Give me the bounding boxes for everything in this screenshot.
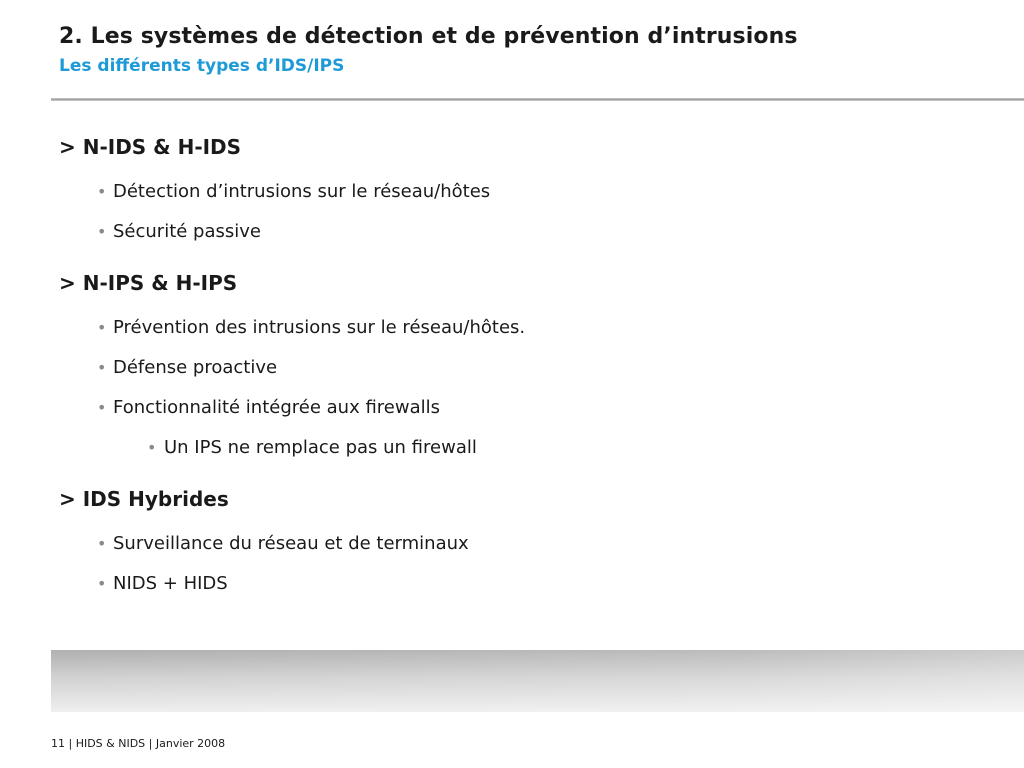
bullet-text: Fonctionnalité intégrée aux firewalls [113,397,441,418]
bullet-list [59,530,999,610]
section-heading: > IDS Hybrides [59,487,229,511]
section-nips-hips [59,268,999,474]
slide-footer: 11 | HIDS & NIDS | Janvier 2008 [51,737,226,750]
bullet-dot-icon: • [97,534,107,553]
bullet-dot-icon: • [97,358,107,377]
section-heading: > N-IDS & H-IDS [59,135,242,159]
footer-band [51,650,1024,712]
bullet-dot-icon: • [97,318,107,337]
bullet-item [59,530,999,570]
bullet-item [59,570,999,610]
slide-title: 2. Les systèmes de détection et de prévention d’intrusions [59,24,798,49]
bullet-text: Sécurité passive [113,221,261,242]
bullet-item [59,314,999,354]
sub-bullet-text: Un IPS ne remplace pas un firewall [164,437,477,458]
title-divider [51,98,1024,101]
section-nids-hids [59,132,999,258]
section-heading: > N-IPS & H-IPS [59,271,238,295]
bullet-list [59,314,999,474]
bullet-list [59,178,999,258]
bullet-dot-icon: • [147,438,157,457]
bullet-item [59,394,999,434]
bullet-text: Prévention des intrusions sur le réseau/hôtes. [113,317,526,338]
slide-content [59,132,999,620]
bullet-text: Surveillance du réseau et de terminaux [113,533,469,554]
bullet-text: Détection d’intrusions sur le réseau/hôtes [113,181,491,202]
bullet-text: NIDS + HIDS [113,573,228,594]
bullet-item [59,178,999,218]
slide-subtitle: Les différents types d’IDS/IPS [59,56,345,76]
bullet-dot-icon: • [97,574,107,593]
bullet-dot-icon: • [97,182,107,201]
sub-bullet-item [59,434,999,474]
section-ids-hybrides [59,484,999,610]
bullet-dot-icon: • [97,222,107,241]
bullet-item [59,354,999,394]
bullet-item [59,218,999,258]
bullet-text: Défense proactive [113,357,278,378]
bullet-dot-icon: • [97,398,107,417]
